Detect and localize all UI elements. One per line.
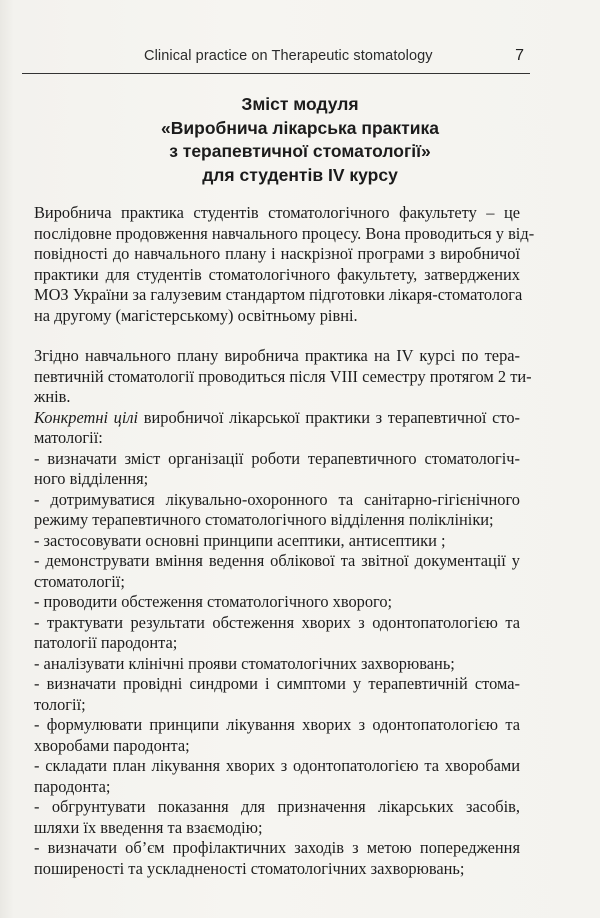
text-line: Згідно навчального плану виробнича практика на IV курсі по тера- (34, 346, 520, 365)
list-item (34, 592, 520, 613)
text-line: повідності до навчального плану і наскрізної програми з виробничої (34, 244, 521, 263)
intro-paragraph (34, 203, 535, 326)
list-item-line: шляхи їх введення та взаємодію; (34, 817, 263, 837)
text-line: на другому (магістерському) освітньому рівні. (34, 305, 358, 325)
goals-intro-rest: виробничої лікарської практики з терапевтичної сто- (138, 407, 520, 427)
list-item-line: патології пародонта; (34, 633, 178, 652)
text-line: практики для студентів стоматологічного факультету, затверджених (34, 264, 521, 284)
list-item (34, 797, 520, 838)
goals-intro-italic: Конкретні цілі (34, 407, 139, 427)
list-item (34, 490, 520, 531)
text-line: МОЗ України за галузевим стандартом підготовки лікаря-стоматолога (34, 285, 523, 304)
list-item-line: - обгрунтувати показання для призначення лікарських засобів, (34, 797, 520, 816)
text-line: Виробнича практика студентів стоматологічного факультету – це (34, 203, 521, 222)
paragraph-gap (34, 326, 520, 346)
goals-intro-line (34, 408, 520, 429)
list-item-line: - демонструвати вміння ведення облікової та звітної документації у (34, 551, 520, 570)
running-header (60, 48, 530, 68)
list-item-line: - складати план лікування хворих з одонтопатологією та хворобами (34, 756, 520, 775)
body-text (34, 203, 535, 879)
page-number: 7 (515, 47, 524, 64)
list-item-line: - проводити обстеження стоматологічного хворого; (34, 592, 393, 611)
list-item-line: поширеності та ускладненості стоматологічних захворювань; (34, 858, 465, 878)
list-item-line: стоматології; (34, 571, 125, 591)
list-item (34, 756, 520, 797)
list-item-line: - трактувати результати обстеження хворих з одонтопатологією та (34, 612, 520, 632)
running-title: Clinical practice on Therapeutic stomatology (144, 48, 433, 64)
list-item-line: пародонта; (34, 776, 111, 796)
list-item-line: - визначати провідні синдроми і симптоми у терапевтичній стома- (34, 674, 520, 693)
list-item-line: - дотримуватися лікувально-охоронного та санітарно-гігієнічного (34, 489, 520, 509)
list-item (34, 654, 520, 675)
list-item-line: - аналізувати клінічні прояви стоматологічних захворювань; (34, 653, 455, 673)
text-line: певтичній стоматології проводиться після VIII семестру протягом 2 ти- (34, 366, 532, 386)
list-item-line: - визначати об’єм профілактичних заходів з метою попередження (34, 838, 520, 857)
list-item (34, 531, 520, 552)
list-item-line: - визначати зміст організації роботи терапевтичного стоматологіч- (34, 448, 520, 468)
list-item-line: - застосовувати основні принципи асептики, антисептики ; (34, 530, 446, 550)
module-heading (60, 93, 540, 187)
goals-intro (34, 408, 520, 449)
list-item (34, 551, 520, 592)
text-line: послідовне продовження навчального процесу. Вона проводиться у від- (34, 223, 535, 243)
heading-line-4: для студентів IV курсу (202, 164, 398, 185)
list-item (34, 613, 520, 654)
text-line: жнів. (34, 387, 71, 406)
list-item-line: ного відділення; (34, 469, 149, 488)
heading-line-2: «Виробнича лікарська практика (161, 117, 439, 138)
header-rule (22, 73, 530, 74)
list-item-line: хворобами пародонта; (34, 735, 190, 755)
list-item (34, 715, 520, 756)
list-item (34, 674, 520, 715)
text-line: матології: (34, 428, 103, 447)
list-item-line: - формулювати принципи лікування хворих з одонтопатологією та (34, 715, 520, 734)
list-item-line: тології; (34, 694, 86, 714)
schedule-paragraph (34, 346, 532, 408)
heading-line-3: з терапевтичної стоматології» (169, 141, 431, 161)
heading-line-1: Зміст модуля (241, 94, 359, 114)
list-item (34, 449, 520, 490)
list-item-line: режиму терапевтичного стоматологічного відділення поліклініки; (34, 510, 494, 529)
list-item (34, 838, 520, 879)
